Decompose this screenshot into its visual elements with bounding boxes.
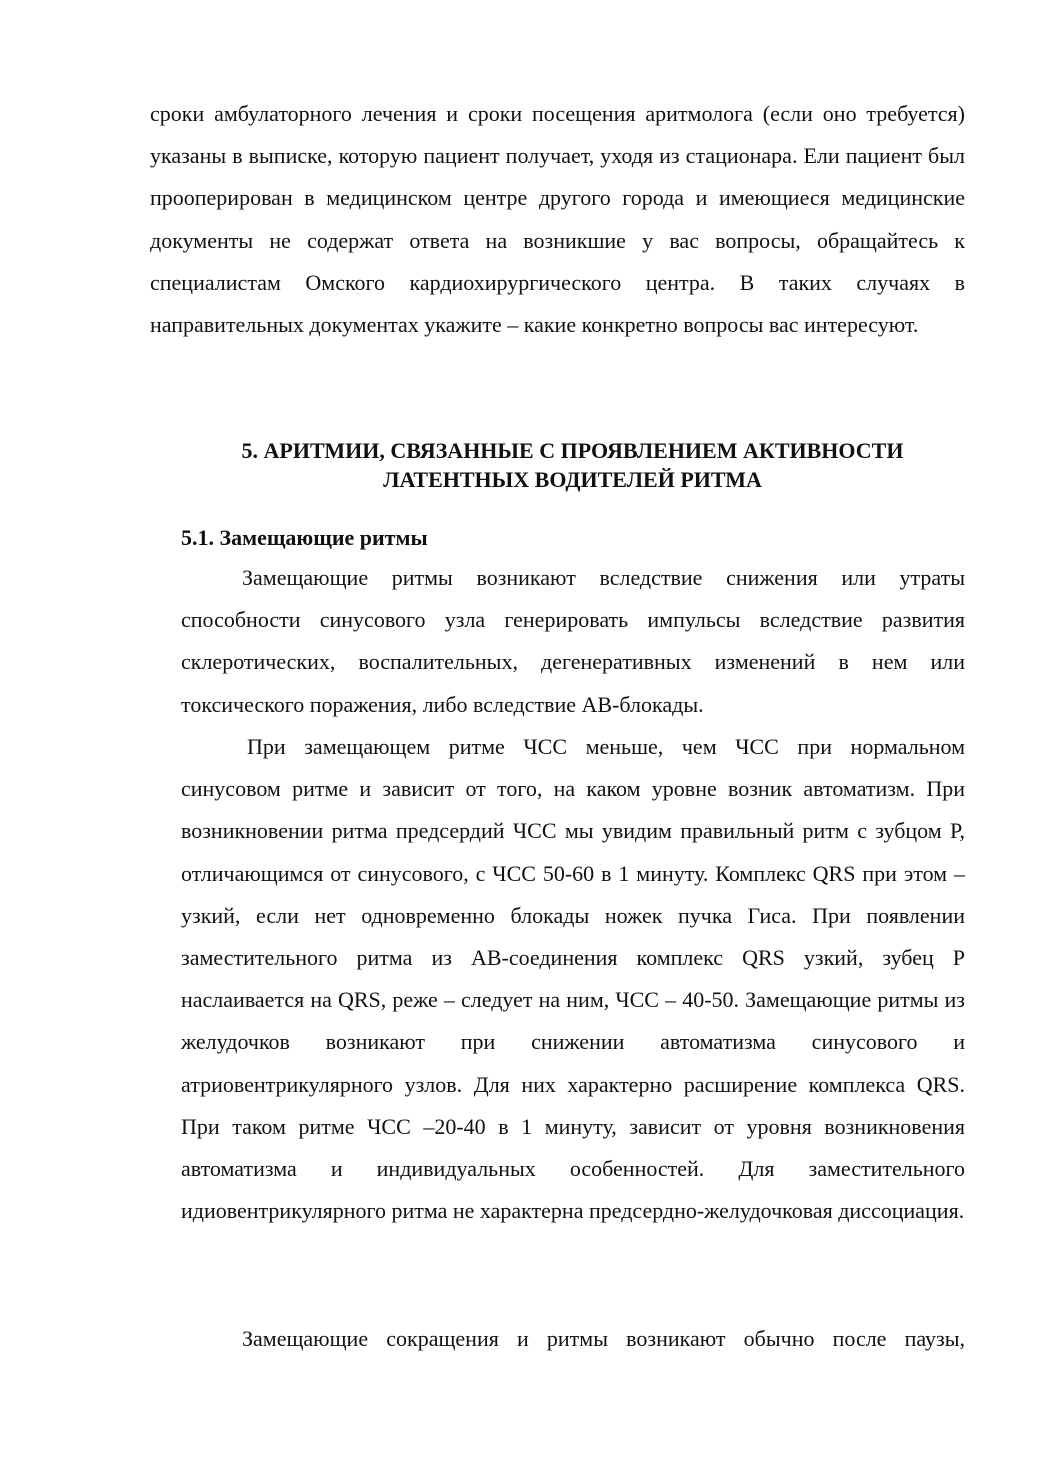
subsection-title: 5.1. Замещающие ритмы [181, 525, 428, 550]
intro-paragraph: сроки амбулаторного лечения и сроки посещения аритмолога (если оно требуется) указаны в выписке, которую пациент получает, уходя из стационара. Ели пациент был прооперирован в медицинском центре другого города и имеющиеся медицинские документы не содержат ответа на возникшие у вас вопросы, обращайтесь к специалистам Омского кардиохирургического центра. В таких случаях в направительных документах укажите – какие конкретно вопросы вас интересуют. [150, 101, 965, 338]
section-title-line-2: ЛАТЕНТНЫХ ВОДИТЕЛЕЙ РИТМА [383, 467, 762, 492]
section-title-line-1: 5. АРИТМИИ, СВЯЗАННЫЕ С ПРОЯВЛЕНИЕМ АКТИВНОСТИ [241, 438, 904, 463]
section-title [150, 436, 995, 494]
paragraph-replacement-rhythm-heart-rate: При замещающем ритме ЧСС меньше, чем ЧСС при нормальном синусовом ритме и зависит от того, на каком уровне возник автоматизм. При возникновении ритма предсердий ЧСС мы увидим правильный ритм с зубцом Р, отличающимся от синусового, с ЧСС 50-60 в 1 минуту. Комплекс QRS при этом – узкий, если нет одновременно блокады ножек пучка Гиса. При появлении заместительного ритма из АВ-соединения комплекс QRS узкий, зубец Р наслаивается на QRS, реже – следует на ним, ЧСС – 40-50. Замещающие ритмы из желудочков возникают при снижении автоматизма синусового и атриовентрикулярного узлов. Для них характерно расширение комплекса QRS. При таком ритме ЧСС –20-40 в 1 минуту, зависит от уровня возникновения автоматизма и индивидуальных особенностей. Для заместительного идиовентрикулярного ритма не характерна предсердно-желудочковая диссоциация. [181, 734, 965, 1224]
paragraph-replacement-contractions: Замещающие сокращения и ритмы возникают обычно после паузы, [242, 1326, 965, 1351]
paragraph-replacement-rhythms-cause: Замещающие ритмы возникают вследствие снижения или утраты способности синусового узла генерировать импульсы вследствие развития склеротических, воспалительных, дегенеративных изменений в нем или токсического поражения, либо вследствие АВ-блокады. [181, 565, 965, 717]
